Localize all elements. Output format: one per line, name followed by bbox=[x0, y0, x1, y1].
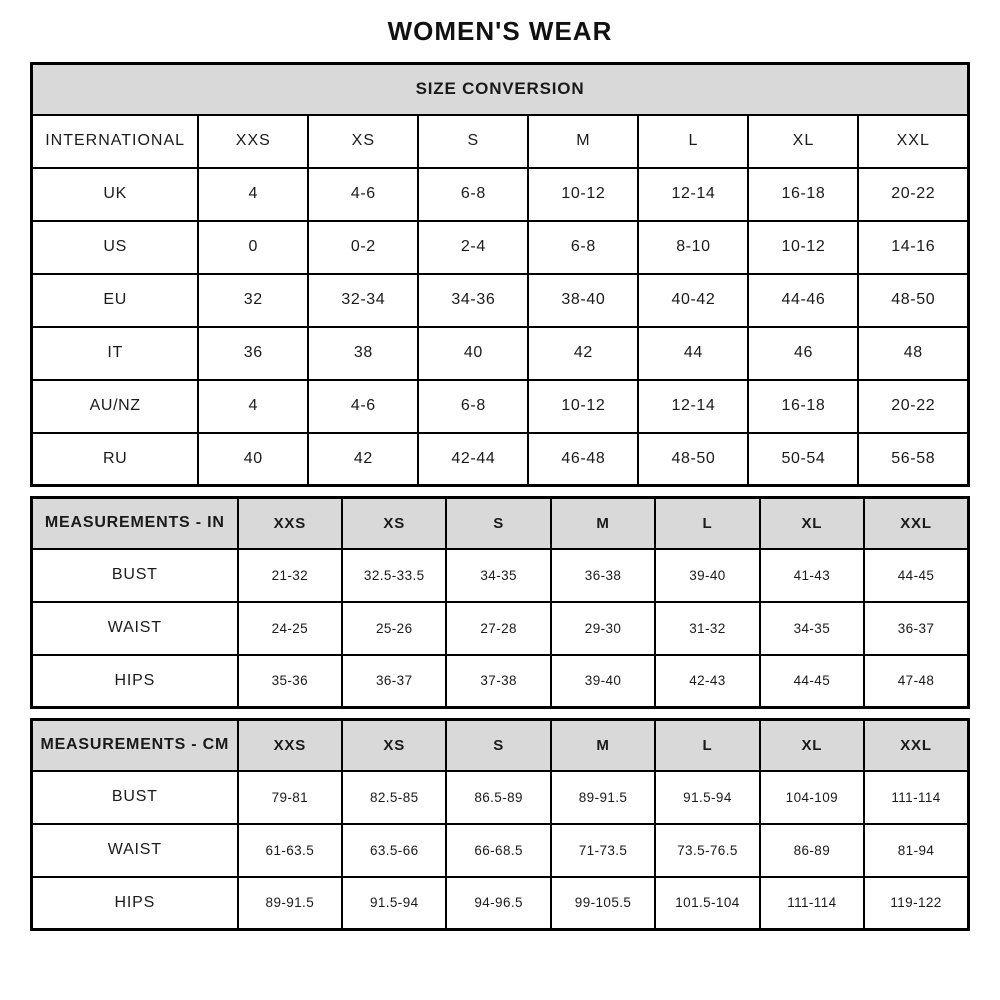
measurement-cell: 66-68.5 bbox=[446, 824, 550, 877]
measurement-cell: 81-94 bbox=[864, 824, 968, 877]
table-row-hips-cm bbox=[32, 877, 969, 930]
table-row-aunz bbox=[32, 380, 969, 433]
size-cell: 34-36 bbox=[418, 274, 528, 327]
measurement-cell: 44-45 bbox=[760, 655, 864, 708]
measurement-cell: 101.5-104 bbox=[655, 877, 759, 930]
size-cell: 48 bbox=[858, 327, 968, 380]
column-header-m: M bbox=[528, 115, 638, 168]
table-row-waist-in bbox=[32, 602, 969, 655]
measurement-cell: 104-109 bbox=[760, 771, 864, 824]
column-header-xxs: XXS bbox=[198, 115, 308, 168]
column-header-s: S bbox=[446, 720, 550, 771]
measurement-cell: 36-38 bbox=[551, 549, 655, 602]
measurement-cell: 63.5-66 bbox=[342, 824, 446, 877]
size-cell: 44-46 bbox=[748, 274, 858, 327]
measurement-cell: 29-30 bbox=[551, 602, 655, 655]
column-header-xxl: XXL bbox=[864, 498, 968, 549]
measurements-cm-table bbox=[30, 718, 970, 931]
measurement-cell: 47-48 bbox=[864, 655, 968, 708]
measurement-cell: 86.5-89 bbox=[446, 771, 550, 824]
column-header-xxl: XXL bbox=[864, 720, 968, 771]
size-cell: 16-18 bbox=[748, 380, 858, 433]
row-label-hips: HIPS bbox=[32, 877, 238, 930]
measurement-cell: 94-96.5 bbox=[446, 877, 550, 930]
size-cell: 38 bbox=[308, 327, 418, 380]
column-header-s: S bbox=[418, 115, 528, 168]
measurement-cell: 82.5-85 bbox=[342, 771, 446, 824]
column-header-m: M bbox=[551, 720, 655, 771]
size-cell: 6-8 bbox=[418, 380, 528, 433]
column-header-l: L bbox=[638, 115, 748, 168]
row-label-hips: HIPS bbox=[32, 655, 238, 708]
measurement-cell: 32.5-33.5 bbox=[342, 549, 446, 602]
size-cell: 14-16 bbox=[858, 221, 968, 274]
column-header-xxs: XXS bbox=[238, 720, 342, 771]
measurement-cell: 39-40 bbox=[655, 549, 759, 602]
measurement-cell: 61-63.5 bbox=[238, 824, 342, 877]
measurements-cm-title: MEASUREMENTS - CM bbox=[32, 720, 238, 771]
row-label-us: US bbox=[32, 221, 199, 274]
measurement-cell: 25-26 bbox=[342, 602, 446, 655]
column-header-xs: XS bbox=[342, 720, 446, 771]
size-cell: 12-14 bbox=[638, 168, 748, 221]
size-cell: 8-10 bbox=[638, 221, 748, 274]
size-cell: 36 bbox=[198, 327, 308, 380]
size-cell: 48-50 bbox=[638, 433, 748, 486]
measurement-cell: 79-81 bbox=[238, 771, 342, 824]
size-cell: 12-14 bbox=[638, 380, 748, 433]
table-row-bust-in bbox=[32, 549, 969, 602]
measurement-cell: 37-38 bbox=[446, 655, 550, 708]
measurement-cell: 89-91.5 bbox=[238, 877, 342, 930]
measurement-cell: 73.5-76.5 bbox=[655, 824, 759, 877]
measurement-cell: 27-28 bbox=[446, 602, 550, 655]
size-cell: 46-48 bbox=[528, 433, 638, 486]
column-header-xl: XL bbox=[760, 498, 864, 549]
column-header-s: S bbox=[446, 498, 550, 549]
measurements-in-title: MEASUREMENTS - IN bbox=[32, 498, 238, 549]
column-header-xxl: XXL bbox=[858, 115, 968, 168]
table-row-waist-cm bbox=[32, 824, 969, 877]
row-label-waist: WAIST bbox=[32, 824, 238, 877]
measurement-cell: 71-73.5 bbox=[551, 824, 655, 877]
table-row-it bbox=[32, 327, 969, 380]
size-cell: 32 bbox=[198, 274, 308, 327]
size-cell: 4-6 bbox=[308, 168, 418, 221]
column-header-xs: XS bbox=[342, 498, 446, 549]
measurement-cell: 36-37 bbox=[864, 602, 968, 655]
measurement-cell: 111-114 bbox=[864, 771, 968, 824]
measurement-cell: 36-37 bbox=[342, 655, 446, 708]
size-cell: 10-12 bbox=[748, 221, 858, 274]
size-conversion-title: SIZE CONVERSION bbox=[32, 64, 969, 115]
size-cell: 6-8 bbox=[418, 168, 528, 221]
size-cell: 56-58 bbox=[858, 433, 968, 486]
size-cell: 6-8 bbox=[528, 221, 638, 274]
size-cell: 44 bbox=[638, 327, 748, 380]
size-conversion-table bbox=[30, 62, 970, 487]
size-cell: 0 bbox=[198, 221, 308, 274]
column-header-m: M bbox=[551, 498, 655, 549]
size-cell: 42 bbox=[308, 433, 418, 486]
table-row-eu bbox=[32, 274, 969, 327]
column-header-international: INTERNATIONAL bbox=[32, 115, 199, 168]
measurement-cell: 42-43 bbox=[655, 655, 759, 708]
size-cell: 4 bbox=[198, 168, 308, 221]
measurement-cell: 35-36 bbox=[238, 655, 342, 708]
size-cell: 10-12 bbox=[528, 380, 638, 433]
column-header-l: L bbox=[655, 720, 759, 771]
row-label-it: IT bbox=[32, 327, 199, 380]
column-header-l: L bbox=[655, 498, 759, 549]
row-label-bust: BUST bbox=[32, 771, 238, 824]
size-cell: 46 bbox=[748, 327, 858, 380]
measurement-cell: 111-114 bbox=[760, 877, 864, 930]
row-label-waist: WAIST bbox=[32, 602, 238, 655]
row-label-uk: UK bbox=[32, 168, 199, 221]
column-header-xxs: XXS bbox=[238, 498, 342, 549]
size-cell: 42-44 bbox=[418, 433, 528, 486]
size-cell: 38-40 bbox=[528, 274, 638, 327]
size-conversion-banner-row bbox=[32, 64, 969, 115]
measurements-in-header-row bbox=[32, 498, 969, 549]
size-cell: 0-2 bbox=[308, 221, 418, 274]
size-cell: 10-12 bbox=[528, 168, 638, 221]
size-cell: 4 bbox=[198, 380, 308, 433]
table-row-bust-cm bbox=[32, 771, 969, 824]
measurements-cm-header-row bbox=[32, 720, 969, 771]
size-cell: 50-54 bbox=[748, 433, 858, 486]
measurement-cell: 99-105.5 bbox=[551, 877, 655, 930]
measurements-in-table bbox=[30, 496, 970, 709]
size-cell: 42 bbox=[528, 327, 638, 380]
measurement-cell: 86-89 bbox=[760, 824, 864, 877]
row-label-ru: RU bbox=[32, 433, 199, 486]
page-title: WOMEN'S WEAR bbox=[387, 16, 613, 46]
size-cell: 40-42 bbox=[638, 274, 748, 327]
measurement-cell: 89-91.5 bbox=[551, 771, 655, 824]
measurement-cell: 41-43 bbox=[760, 549, 864, 602]
measurement-cell: 34-35 bbox=[446, 549, 550, 602]
row-label-aunz: AU/NZ bbox=[32, 380, 199, 433]
size-cell: 16-18 bbox=[748, 168, 858, 221]
column-header-xl: XL bbox=[760, 720, 864, 771]
size-cell: 40 bbox=[418, 327, 528, 380]
measurement-cell: 24-25 bbox=[238, 602, 342, 655]
size-cell: 40 bbox=[198, 433, 308, 486]
size-cell: 48-50 bbox=[858, 274, 968, 327]
size-cell: 32-34 bbox=[308, 274, 418, 327]
column-header-xs: XS bbox=[308, 115, 418, 168]
size-cell: 2-4 bbox=[418, 221, 528, 274]
table-row-uk bbox=[32, 168, 969, 221]
measurement-cell: 91.5-94 bbox=[342, 877, 446, 930]
row-label-bust: BUST bbox=[32, 549, 238, 602]
measurement-cell: 119-122 bbox=[864, 877, 968, 930]
size-cell: 20-22 bbox=[858, 168, 968, 221]
measurement-cell: 44-45 bbox=[864, 549, 968, 602]
column-header-xl: XL bbox=[748, 115, 858, 168]
measurement-cell: 39-40 bbox=[551, 655, 655, 708]
measurement-cell: 91.5-94 bbox=[655, 771, 759, 824]
measurement-cell: 21-32 bbox=[238, 549, 342, 602]
row-label-eu: EU bbox=[32, 274, 199, 327]
table-row-hips-in bbox=[32, 655, 969, 708]
size-cell: 20-22 bbox=[858, 380, 968, 433]
table-row-us bbox=[32, 221, 969, 274]
size-conversion-header-row bbox=[32, 115, 969, 168]
size-cell: 4-6 bbox=[308, 380, 418, 433]
measurement-cell: 34-35 bbox=[760, 602, 864, 655]
table-row-ru bbox=[32, 433, 969, 486]
measurement-cell: 31-32 bbox=[655, 602, 759, 655]
